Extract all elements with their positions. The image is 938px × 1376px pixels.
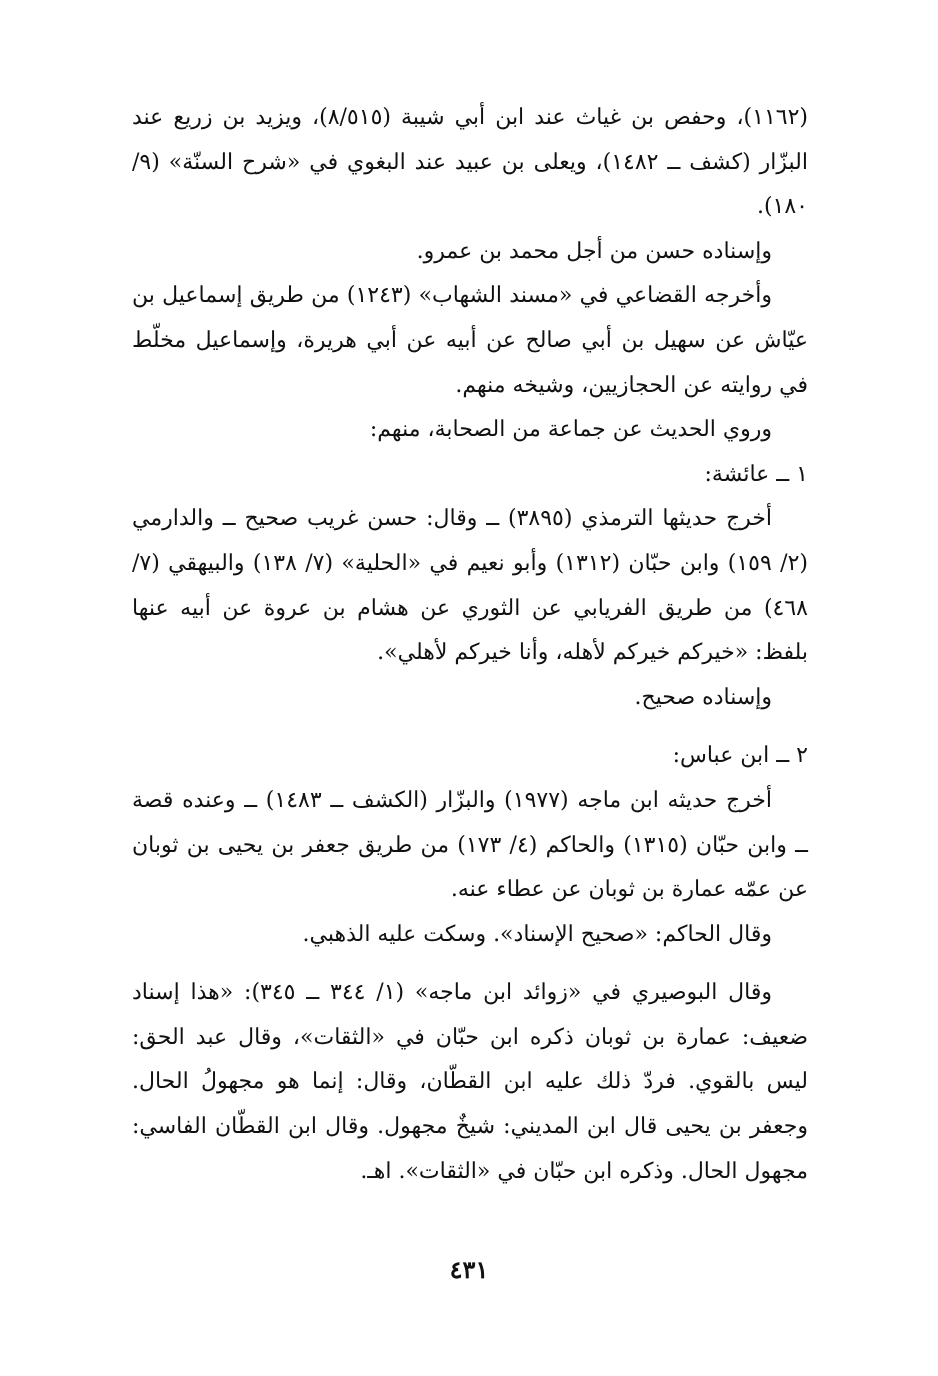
paragraph-10: وقال الحاكم: «صحيح الإسناد». وسكت عليه الذهبي. <box>302 921 772 947</box>
paragraph-2: وإسناده حسن من أجل محمد بن عمرو. <box>416 238 772 264</box>
paragraph-3: وأخرجه القضاعي في «مسند الشهاب» (١٢٤٣) من طريق إسماعيل بن عيّاش عن سهيل بن أبي صالح عن أبيه عن أبي هريرة، وإسماعيل مخلّط في روايته عن الحجازيين، وشيخه منهم. <box>132 283 808 398</box>
paragraph-4: وروي الحديث عن جماعة من الصحابة، منهم: <box>369 417 772 443</box>
paragraph-11: وقال البوصيري في «زوائد ابن ماجه» (١/ ٣٤٤ ــ ٣٤٥): «هذا إسناد ضعيف: عمارة بن ثوبان ذكره ابن حبّان في «الثقات»، وقال عبد الحق: ليس بالقوي. فردّ ذلك عليه ابن القطّان، وقال: إنما هو مجهولُ الحال. وجعفر بن يحيى قال ابن المديني: شيخٌ مجهول. وقال ابن القطّان الفاسي: مجهول الحال. وذكره ابن حبّان في «الثقات». اهـ. <box>132 980 808 1184</box>
section-heading-aisha: ١ ــ عائشة: <box>704 461 808 487</box>
page-number: ٤٣١ <box>449 1255 489 1284</box>
paragraph-9: أخرج حديثه ابن ماجه (١٩٧٧) والبزّار (الكشف ــ ١٤٨٣) ــ وعنده قصة ــ وابن حبّان (١٣١٥) والحاكم (٤/ ١٧٣) من طريق جعفر بن يحيى بن ثوبان عن عمّه عمارة بن ثوبان عن عطاء عنه. <box>132 787 808 903</box>
body-text <box>132 96 808 1194</box>
section-heading-ibn-abbas: ٢ ــ ابن عباس: <box>672 743 808 769</box>
paragraph-1: (١١٦٢)، وحفص بن غياث عند ابن أبي شيبة (٨/٥١٥)، ويزيد بن زريع عند البزّار (كشف ــ ١٤٨٢)، ويعلى بن عبيد عند البغوي في «شرح السنّة» (٩/ ١٨٠). <box>132 105 808 220</box>
paragraph-7: وإسناده صحيح. <box>634 684 772 710</box>
paragraph-6: أخرج حديثها الترمذي (٣٨٩٥) ــ وقال: حسن غريب صحيح ــ والدارمي (٢/ ١٥٩) وابن حبّان (١٣١٢) وأبو نعيم في «الحلية» (٧/ ١٣٨) والبيهقي (٧/ ٤٦٨) من طريق الفريابي عن الثوري عن هشام بن عروة عن أبيه عنها بلفظ: «خيركم خيركم لأهله، وأنا خيركم لأهلي». <box>132 506 808 666</box>
